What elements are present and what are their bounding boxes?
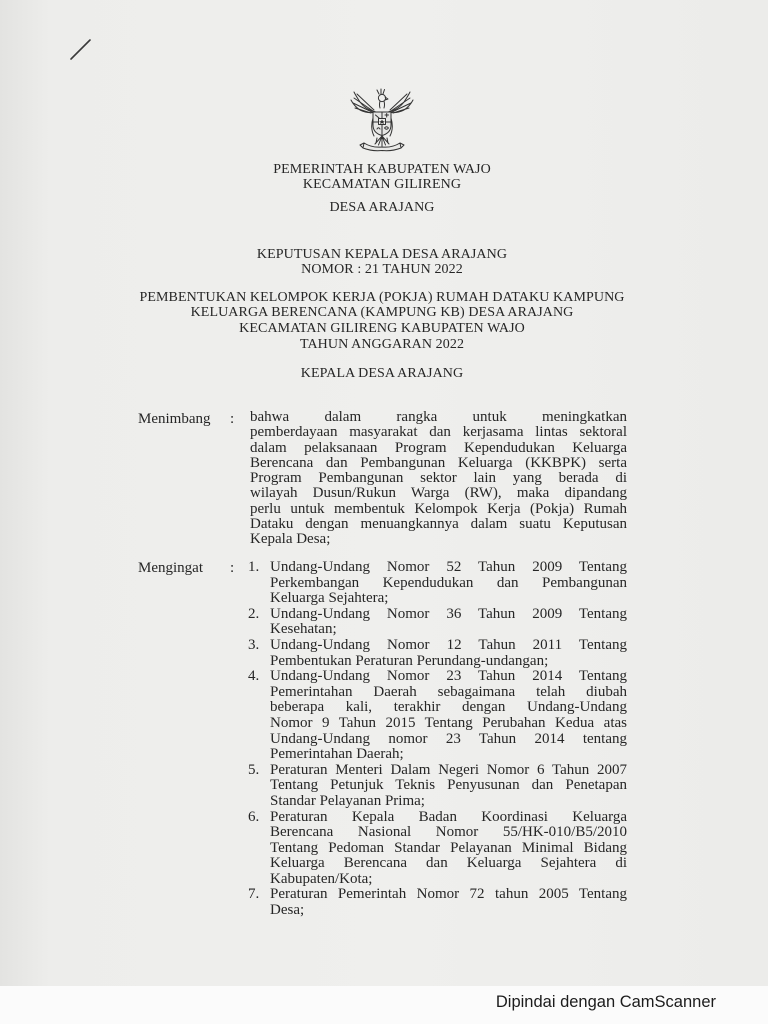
list-item <box>244 607 627 638</box>
item-line: Undang-Undang Nomor 52 Tahun 2009 Tentang <box>270 560 627 575</box>
item-line: Peraturan Kepala Badan Koordinasi Keluarga <box>270 809 627 825</box>
item-number: 5. <box>248 761 260 778</box>
considering-line: pemberdayaan masyarakat dan kerjasama lintas sektoral <box>250 425 627 441</box>
item-line: Keluarga Sejahtera; <box>270 591 389 607</box>
item-number: 3. <box>248 636 260 653</box>
item-line: beberapa kali, terakhir dengan Undang-Undang <box>270 700 627 716</box>
considering-line: bahwa dalam rangka untuk meningkatkan <box>250 410 627 425</box>
item-line: Berencana Nasional Nomor 55/HK-010/B5/2010 <box>270 825 627 841</box>
item-line: Undang-Undang Nomor 12 Tahun 2011 Tentang <box>270 637 627 653</box>
item-line: Keluarga Berencana dan Keluarga Sejahtera di <box>270 856 627 872</box>
considering-line: Program Pembangunan sektor lain yang berada di <box>250 471 627 487</box>
item-line: Undang-Undang Nomor 36 Tahun 2009 Tentang <box>270 606 627 622</box>
item-text <box>270 763 627 810</box>
subject-line: KELUARGA BERENCANA (KAMPUNG KB) DESA ARAJANG <box>190 305 574 320</box>
subject-line: PEMBENTUKAN KELOMPOK KERJA (POKJA) RUMAH DATAKU KAMPUNG <box>139 290 625 305</box>
list-item <box>244 560 627 607</box>
item-line: Standar Pelayanan Prima; <box>270 793 425 809</box>
item-text <box>270 607 627 638</box>
item-number: 4. <box>248 668 260 685</box>
subject-line: KECAMATAN GILIRENG KABUPATEN WAJO <box>239 321 525 336</box>
item-line: Undang-Undang nomor 23 Tahun 2014 tentang <box>270 731 627 747</box>
item-line: Desa; <box>270 903 305 919</box>
government-heading: PEMERINTAH KABUPATEN WAJO <box>273 162 491 177</box>
item-line: Kabupaten/Kota; <box>270 871 373 887</box>
list-item <box>244 887 627 918</box>
item-line: Pemerintahan Daerah; <box>270 747 404 763</box>
decree-title: KEPUTUSAN KEPALA DESA ARAJANG <box>256 247 508 262</box>
list-item <box>244 810 627 888</box>
item-line: Tentang Pedoman Standar Pelayanan Minimal Bidang <box>270 840 627 856</box>
list-item <box>244 763 627 810</box>
item-number: 6. <box>248 808 260 825</box>
garuda-emblem-icon <box>346 88 418 152</box>
item-line: Pembentukan Peraturan Perundang-undangan; <box>270 653 549 669</box>
item-text <box>270 810 627 888</box>
district-heading: KECAMATAN GILIRENG <box>302 177 462 192</box>
decree-number: NOMOR : 21 TAHUN 2022 <box>301 262 463 277</box>
recalling-separator: : <box>230 560 235 576</box>
item-line: Peraturan Pemerintah Nomor 72 tahun 2005 Tentang <box>270 887 627 903</box>
village-heading: DESA ARAJANG <box>329 200 435 215</box>
considering-line: dalam pelaksanaan Program Kependudukan Keluarga <box>250 440 627 456</box>
item-line: Nomor 9 Tahun 2015 Tentang Perubahan Kedua atas <box>270 715 627 731</box>
item-number: 7. <box>248 886 260 903</box>
considering-line: Kepala Desa; <box>250 532 331 548</box>
considering-line: Dataku dengan menuangkannya dalam suatu Keputusan <box>250 517 627 533</box>
item-line: Pemerintahan Daerah sebagaimana telah diubah <box>270 684 627 700</box>
item-number: 1. <box>248 559 260 575</box>
considering-paragraph <box>250 410 627 548</box>
issuer-heading: KEPALA DESA ARAJANG <box>300 366 464 381</box>
considering-label: Menimbang <box>138 411 211 427</box>
item-line: Tentang Petunjuk Teknis Penyusunan dan Penetapan <box>270 778 627 794</box>
list-item <box>244 638 627 669</box>
item-line: Undang-Undang Nomor 23 Tahun 2014 Tentang <box>270 669 627 685</box>
recalling-label: Mengingat <box>138 560 203 576</box>
subject-line: TAHUN ANGGARAN 2022 <box>299 337 465 352</box>
item-number: 2. <box>248 605 260 622</box>
item-text <box>270 669 627 763</box>
item-text <box>270 560 627 607</box>
list-item <box>244 669 627 763</box>
considering-line: perlu untuk membentuk Kelompok Kerja (Pokja) Rumah <box>250 501 627 517</box>
scanner-watermark: Dipindai dengan CamScanner <box>495 993 716 1011</box>
considering-line: wilayah Dusun/Rukun Warga (RW), maka dipandang <box>250 486 627 502</box>
item-text <box>270 638 627 669</box>
item-line: Perkembangan Kependudukan dan Pembangunan <box>270 575 627 591</box>
pen-mark-icon <box>66 34 96 64</box>
considering-line: Berencana dan Pembangunan Keluarga (KKBPK) serta <box>250 455 627 471</box>
item-text <box>270 887 627 918</box>
considering-separator: : <box>230 411 235 427</box>
item-line: Peraturan Menteri Dalam Negeri Nomor 6 Tahun 2007 <box>270 762 627 778</box>
recalling-list <box>244 560 627 919</box>
item-line: Kesehatan; <box>270 622 337 638</box>
